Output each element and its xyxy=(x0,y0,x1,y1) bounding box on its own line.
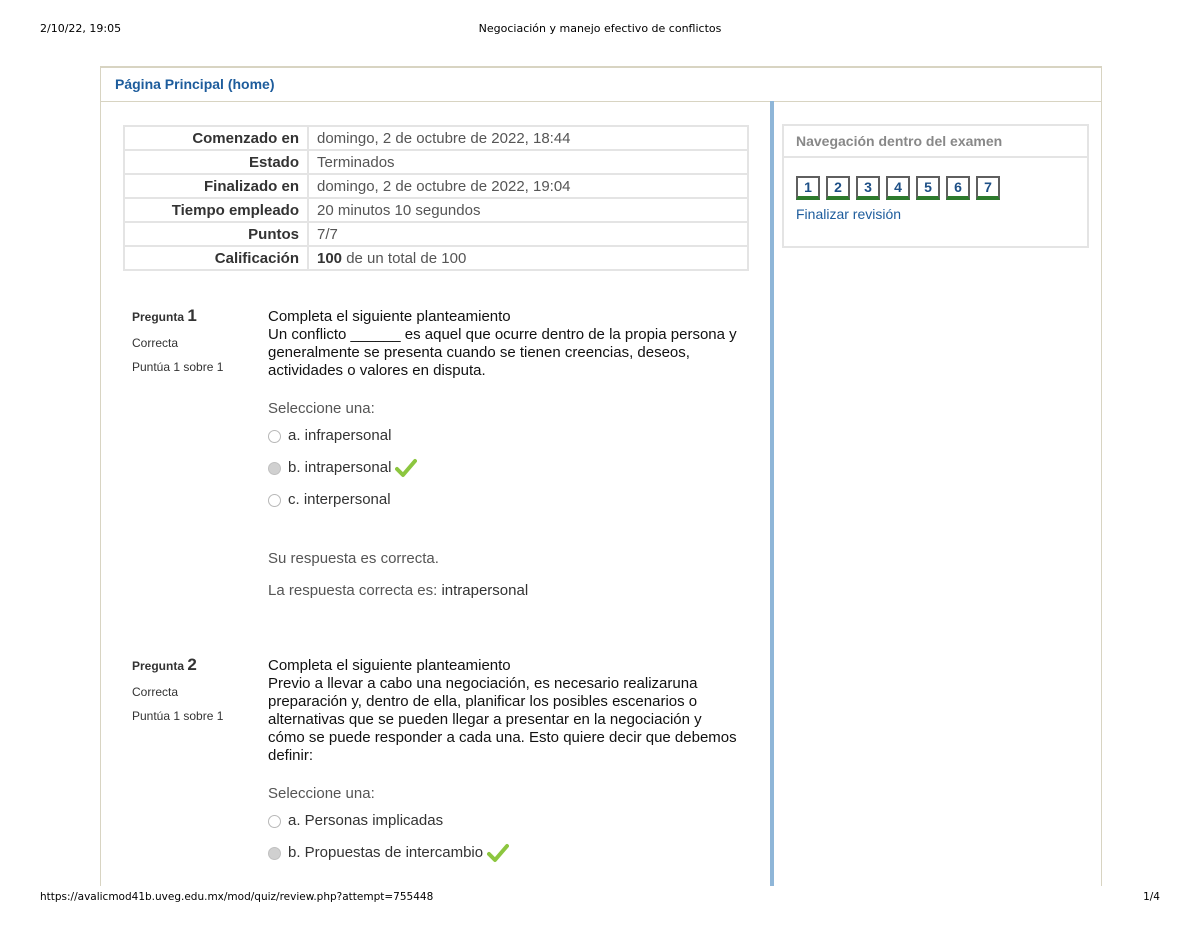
answer-prompt: Seleccione una: xyxy=(268,785,375,802)
question-number: Pregunta 1 xyxy=(132,306,197,325)
radio-button[interactable] xyxy=(268,815,281,828)
radio-button-selected[interactable] xyxy=(268,462,281,475)
summary-row-finished xyxy=(124,174,748,198)
question-feedback xyxy=(268,550,738,600)
feedback-text: Su respuesta es correcta. xyxy=(268,550,439,567)
print-date: 2/10/22, 19:05 xyxy=(40,22,122,35)
summary-row-grade xyxy=(124,246,748,270)
question-text: Un conflicto ______ es aquel que ocurre dentro de la propia persona y generalmente se presenta cuando se tienen creencias, deseos, actividades o valores en disputa. xyxy=(268,326,737,379)
answer-option-b[interactable] xyxy=(268,837,738,869)
answer-option-a[interactable] xyxy=(268,420,738,452)
nav-question-5-button[interactable]: 5 xyxy=(916,176,940,200)
summary-label: Calificación xyxy=(124,246,308,270)
finish-review-link[interactable]: Finalizar revisión xyxy=(796,206,902,222)
print-page-number: 1/4 xyxy=(1143,891,1160,903)
summary-value: Terminados xyxy=(308,150,748,174)
answer-prompt: Seleccione una: xyxy=(268,400,375,417)
question-state: Correcta xyxy=(132,685,179,699)
print-header xyxy=(40,22,1160,38)
summary-value xyxy=(308,246,748,270)
correct-check-icon xyxy=(395,458,417,478)
option-label: b. intrapersonal xyxy=(288,459,392,476)
summary-row-time xyxy=(124,198,748,222)
quiz-navigation-panel xyxy=(782,124,1089,248)
print-title: Negociación y manejo efectivo de conflictos xyxy=(478,22,722,35)
summary-label: Estado xyxy=(124,150,308,174)
nav-question-2-button[interactable]: 2 xyxy=(826,176,850,200)
option-label: b. Propuestas de intercambio xyxy=(288,844,484,861)
summary-label: Tiempo empleado xyxy=(124,198,308,222)
quiz-navigation-title: Navegación dentro del examen xyxy=(784,126,1087,158)
radio-button-selected[interactable] xyxy=(268,847,281,860)
correct-check-icon xyxy=(487,843,509,863)
question-info xyxy=(132,306,262,374)
question-state: Correcta xyxy=(132,336,179,350)
summary-value: 20 minutos 10 segundos xyxy=(308,198,748,222)
option-label: a. infrapersonal xyxy=(288,427,392,444)
question-title: Completa el siguiente planteamiento xyxy=(268,657,511,674)
option-label: a. Personas implicadas xyxy=(288,812,444,829)
question-text: Previo a llevar a cabo una negociación, es necesario realizaruna preparación y, dentro de ella, planificar los posibles escenarios o alternativas que se pueden llegar a presentar en la negociación y cómo se puede responder a cada una. Esto quiere decir que debemos definir: xyxy=(268,675,737,764)
question-nav-buttons xyxy=(796,176,1087,200)
question-content xyxy=(268,308,738,600)
summary-row-started xyxy=(124,126,748,150)
summary-label: Comenzado en xyxy=(124,126,308,150)
question-content xyxy=(268,657,738,869)
grade-value: 100 xyxy=(317,249,343,267)
question-info xyxy=(132,655,262,723)
answer-options xyxy=(268,805,738,869)
summary-row-points xyxy=(124,222,748,246)
answer-option-c[interactable] xyxy=(268,484,738,516)
nav-question-6-button[interactable]: 6 xyxy=(946,176,970,200)
answer-options xyxy=(268,420,738,516)
radio-button[interactable] xyxy=(268,494,281,507)
option-label: c. interpersonal xyxy=(288,491,391,508)
summary-row-state xyxy=(124,150,748,174)
summary-value: domingo, 2 de octubre de 2022, 18:44 xyxy=(308,126,748,150)
nav-question-7-button[interactable]: 7 xyxy=(976,176,1000,200)
answer-option-b[interactable] xyxy=(268,452,738,484)
right-answer: La respuesta correcta es: intrapersonal xyxy=(268,582,529,599)
question-number: Pregunta 2 xyxy=(132,655,197,674)
radio-button[interactable] xyxy=(268,430,281,443)
question-title: Completa el siguiente planteamiento xyxy=(268,308,511,325)
column-divider xyxy=(770,101,774,886)
answer-option-a[interactable] xyxy=(268,805,738,837)
summary-value: domingo, 2 de octubre de 2022, 19:04 xyxy=(308,174,748,198)
nav-question-3-button[interactable]: 3 xyxy=(856,176,880,200)
nav-question-1-button[interactable]: 1 xyxy=(796,176,820,200)
nav-question-4-button[interactable]: 4 xyxy=(886,176,910,200)
summary-label: Puntos xyxy=(124,222,308,246)
question-grade: Puntúa 1 sobre 1 xyxy=(132,709,224,723)
question-grade: Puntúa 1 sobre 1 xyxy=(132,360,224,374)
attempt-summary-table xyxy=(123,125,749,271)
home-link[interactable]: Página Principal (home) xyxy=(115,76,275,92)
print-url: https://avalicmod41b.uveg.edu.mx/mod/quiz/review.php?attempt=755448 xyxy=(40,891,434,903)
summary-label: Finalizado en xyxy=(124,174,308,198)
breadcrumb xyxy=(100,66,1102,102)
print-footer xyxy=(40,891,1160,907)
grade-total: de un total de 100 xyxy=(342,249,467,267)
summary-value: 7/7 xyxy=(308,222,748,246)
